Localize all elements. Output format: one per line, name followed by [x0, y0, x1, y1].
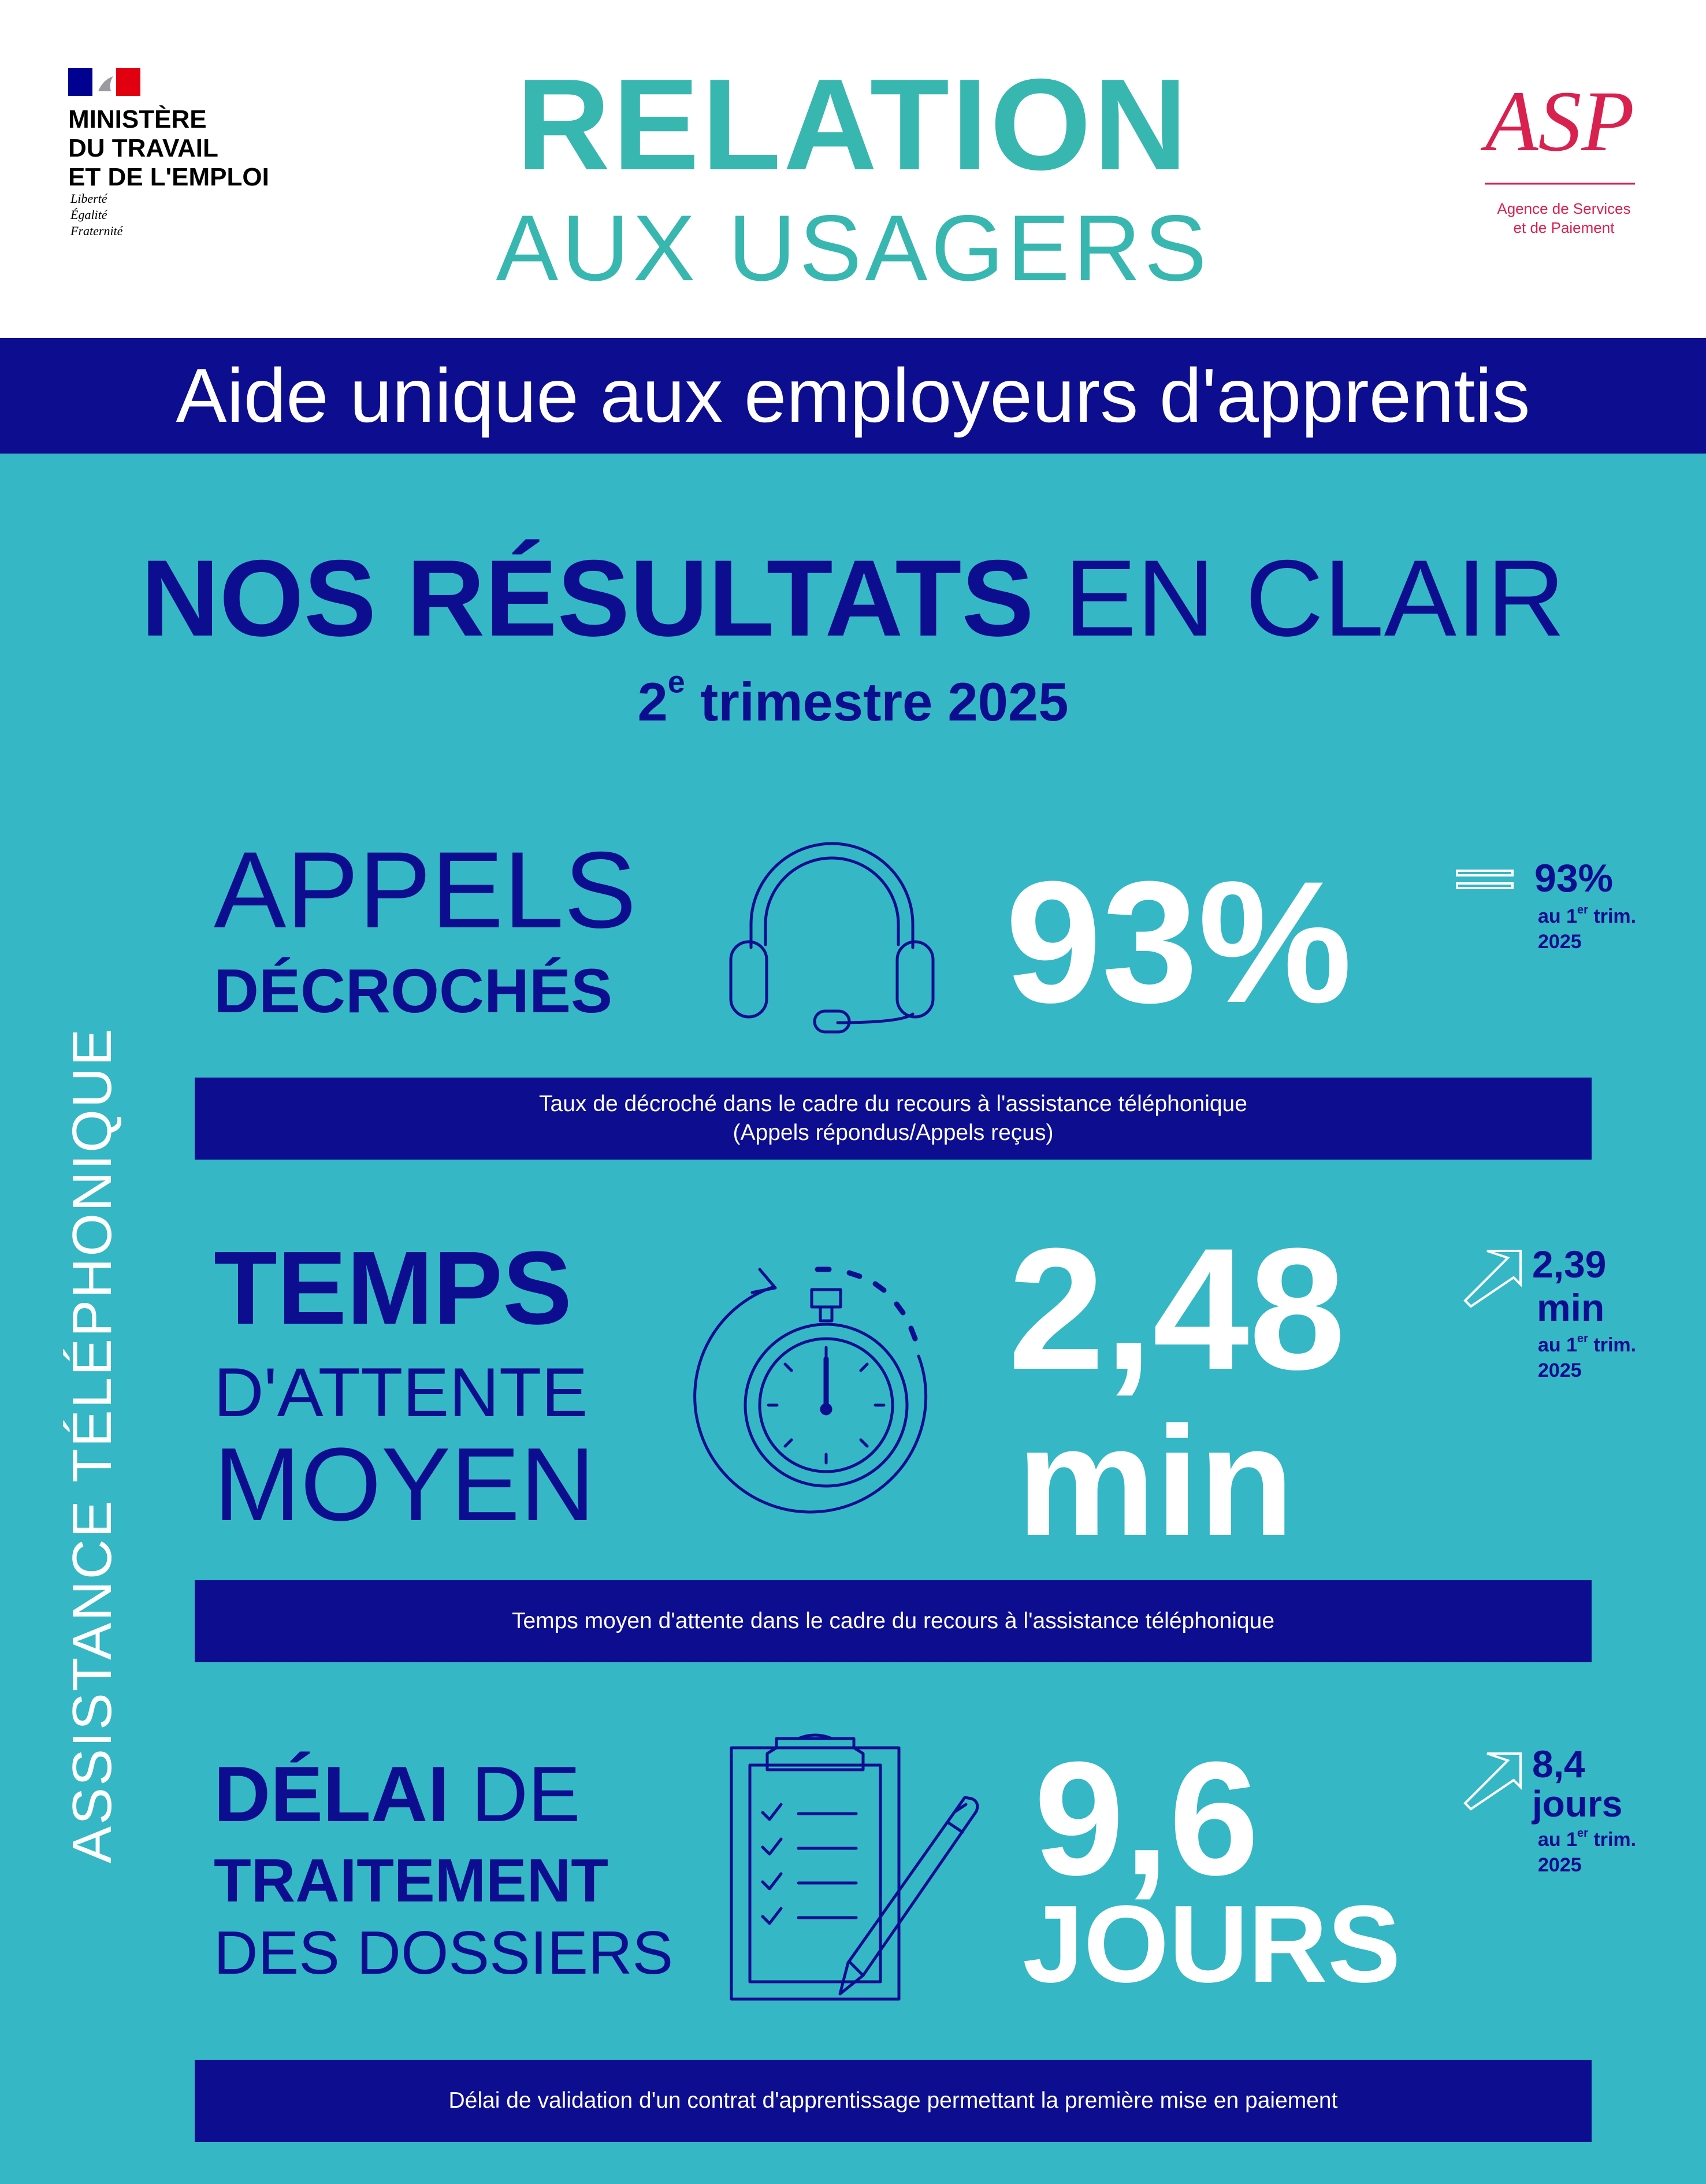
kpi-delay-value: 9,6 — [1034, 1729, 1259, 1909]
main-title-line2: AUX USAGERS — [496, 196, 1210, 300]
kpi-wait-previous-unit: min — [1537, 1286, 1605, 1329]
kpi-wait-value: 2,48 — [1008, 1212, 1346, 1406]
kpi-wait-previous-period: au 1er trim. — [1538, 1332, 1637, 1356]
kpi-wait-unit: min — [1017, 1395, 1295, 1569]
kpi-wait-previous-year: 2025 — [1538, 1360, 1582, 1381]
republic-motto: Liberté Égalité Fraternité — [70, 191, 123, 238]
kpi-wait-label-line1: TEMPS — [214, 1230, 573, 1346]
asp-logo-icon — [1479, 64, 1641, 185]
kpi-wait-label-line3: MOYEN — [214, 1427, 596, 1543]
main-title-line1: RELATION — [516, 51, 1190, 197]
kpi-delay-label-line2: TRAITEMENT — [214, 1847, 609, 1915]
kpi-delay-previous-value: 8,4 — [1532, 1743, 1585, 1785]
kpi-delay-unit: JOURS — [1023, 1883, 1401, 2005]
kpi-calls-previous-value: 93% — [1534, 856, 1614, 900]
kpi-wait-previous-value: 2,39 — [1532, 1243, 1607, 1286]
results-title: NOS RÉSULTATS EN CLAIR — [140, 537, 1566, 659]
section-label: ASSISTANCE TÉLÉPHONIQUE — [61, 1027, 123, 1863]
kpi-delay-previous-year: 2025 — [1538, 1854, 1582, 1876]
arrow-up-right-icon — [1464, 1752, 1522, 1810]
kpi-wait-caption: Temps moyen d'attente dans le cadre du recours à l'assistance téléphonique — [195, 1580, 1592, 1662]
kpi-delay-caption: Délai de validation d'un contrat d'apprentissage permettant la première mise en paiement — [195, 2060, 1592, 2142]
svg-text:ASP: ASP — [1485, 73, 1635, 169]
kpi-calls-label-line2: DÉCROCHÉS — [214, 956, 613, 1026]
kpi-wait-label-line2: D'ATTENTE — [214, 1354, 588, 1431]
equal-trend-icon — [1456, 868, 1514, 892]
results-panel — [0, 454, 1706, 2184]
clipboard-pen-icon — [729, 1736, 983, 2002]
kpi-calls-value: 93% — [1005, 845, 1352, 1039]
kpi-calls-previous-year: 2025 — [1538, 931, 1582, 953]
kpi-delay-previous-period: au 1er trim. — [1538, 1827, 1637, 1851]
headset-icon — [728, 838, 936, 1028]
kpi-calls-label-line1: APPELS — [214, 829, 637, 950]
kpi-delay-label-line1: DÉLAI DE — [214, 1750, 581, 1838]
ministry-name: MINISTÈRE DU TRAVAIL ET DE L'EMPLOI — [68, 105, 269, 191]
asp-tagline: Agence de Services et de Paiement — [1497, 200, 1631, 236]
kpi-delay-label-line3: DES DOSSIERS — [214, 1919, 674, 1987]
kpi-delay-previous-unit: jours — [1532, 1783, 1623, 1825]
arrow-up-right-icon — [1464, 1250, 1522, 1308]
kpi-calls-previous-period: au 1er trim. — [1538, 904, 1637, 927]
program-title: Aide unique aux employeurs d'apprentis — [176, 353, 1530, 438]
kpi-calls-caption: Taux de décroché dans le cadre du recours à l'assistance téléphonique (Appels répondus/Appels reçus) — [195, 1078, 1592, 1160]
stopwatch-icon — [711, 1258, 953, 1506]
header — [0, 0, 1706, 338]
reporting-period: 2e trimestre 2025 — [637, 664, 1069, 732]
program-band — [0, 338, 1706, 454]
